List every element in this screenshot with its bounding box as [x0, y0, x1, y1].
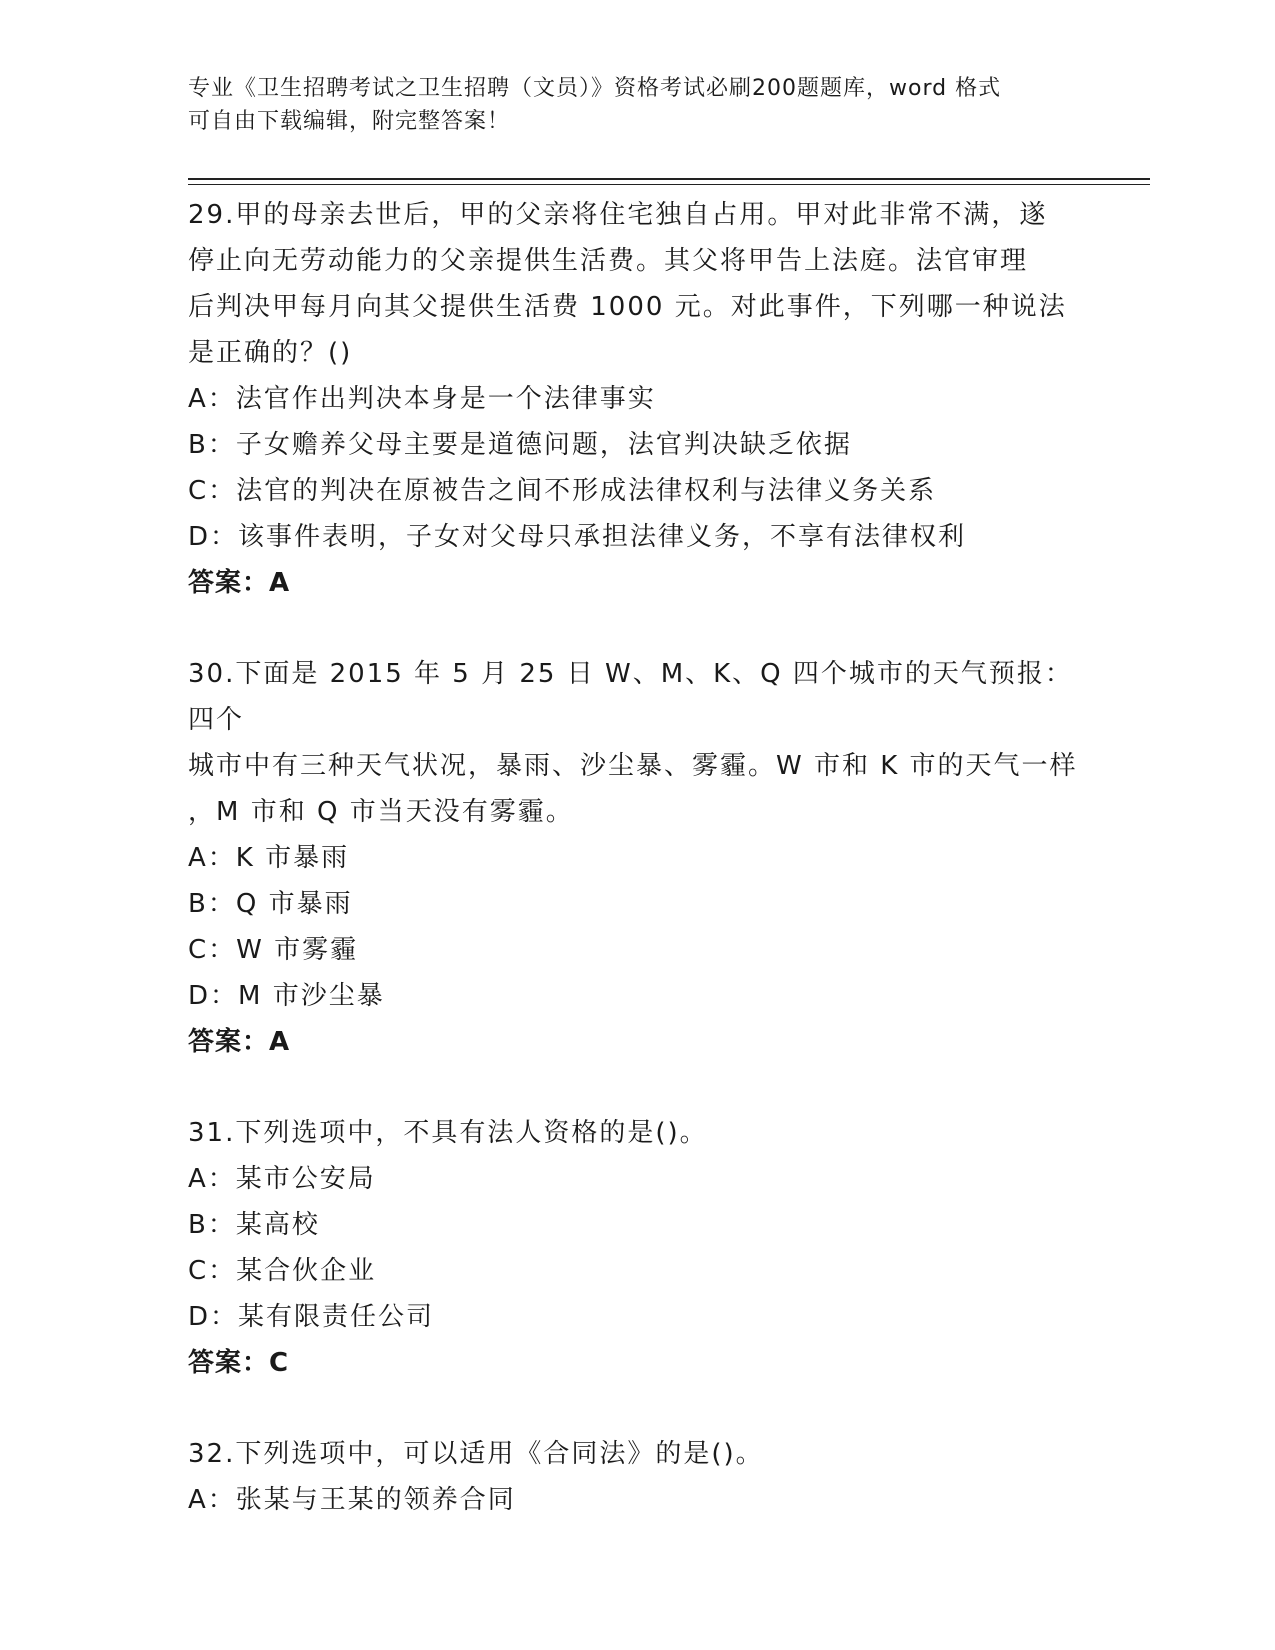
option-d: D：M 市沙尘暴 [188, 981, 385, 1011]
question-text-line: 是正确的？() [188, 338, 353, 368]
header-line-1: 专业《卫生招聘考试之卫生招聘（文员）》资格考试必刷200题题库，word 格式 [188, 76, 1002, 101]
question-32 [188, 1431, 1088, 1523]
question-text-line: 城市中有三种天气状况，暴雨、沙尘暴、雾霾。W 市和 K 市的天气一样 [188, 751, 1078, 781]
header-divider-thick [188, 178, 1150, 180]
answer-label: 答案：A [188, 568, 291, 598]
header-line-2: 可自由下载编辑，附完整答案！ [188, 109, 511, 134]
question-list [188, 192, 1088, 1568]
option-b: B：子女赡养父母主要是道德问题，法官判决缺乏依据 [188, 430, 852, 460]
header-divider-thin [188, 184, 1150, 185]
option-d: D：某有限责任公司 [188, 1302, 435, 1332]
question-text-line: ，M 市和 Q 市当天没有雾霾。 [188, 797, 574, 827]
option-c: C：某合伙企业 [188, 1256, 377, 1286]
answer-label: 答案：C [188, 1348, 290, 1378]
question-text-line: 29.甲的母亲去世后，甲的父亲将住宅独自占用。甲对此非常不满，遂 [188, 200, 1048, 230]
question-text-line: 32.下列选项中，可以适用《合同法》的是()。 [188, 1439, 764, 1469]
question-text-line: 停止向无劳动能力的父亲提供生活费。其父将甲告上法庭。法官审理 [188, 246, 1029, 276]
option-c: C：法官的判决在原被告之间不形成法律权利与法律义务关系 [188, 476, 937, 506]
question-text-line: 31.下列选项中，不具有法人资格的是()。 [188, 1118, 708, 1148]
option-b: B：某高校 [188, 1210, 320, 1240]
option-b: B：Q 市暴雨 [188, 889, 353, 919]
option-d: D：该事件表明，子女对父母只承担法律义务，不享有法律权利 [188, 522, 967, 552]
question-text-line: 30.下面是 2015 年 5 月 25 日 W、M、K、Q 四个城市的天气预报：四个 [188, 659, 1073, 735]
option-a: A：K 市暴雨 [188, 843, 350, 873]
option-a: A：法官作出判决本身是一个法律事实 [188, 384, 656, 414]
question-31 [188, 1110, 1088, 1386]
option-a: A：某市公安局 [188, 1164, 376, 1194]
document-header [188, 72, 1088, 138]
question-29 [188, 192, 1088, 606]
option-a: A：张某与王某的领养合同 [188, 1485, 516, 1515]
option-c: C：W 市雾霾 [188, 935, 359, 965]
question-30 [188, 651, 1088, 1065]
question-text-line: 后判决甲每月向其父提供生活费 1000 元。对此事件，下列哪一种说法 [188, 292, 1067, 322]
answer-label: 答案：A [188, 1027, 291, 1057]
